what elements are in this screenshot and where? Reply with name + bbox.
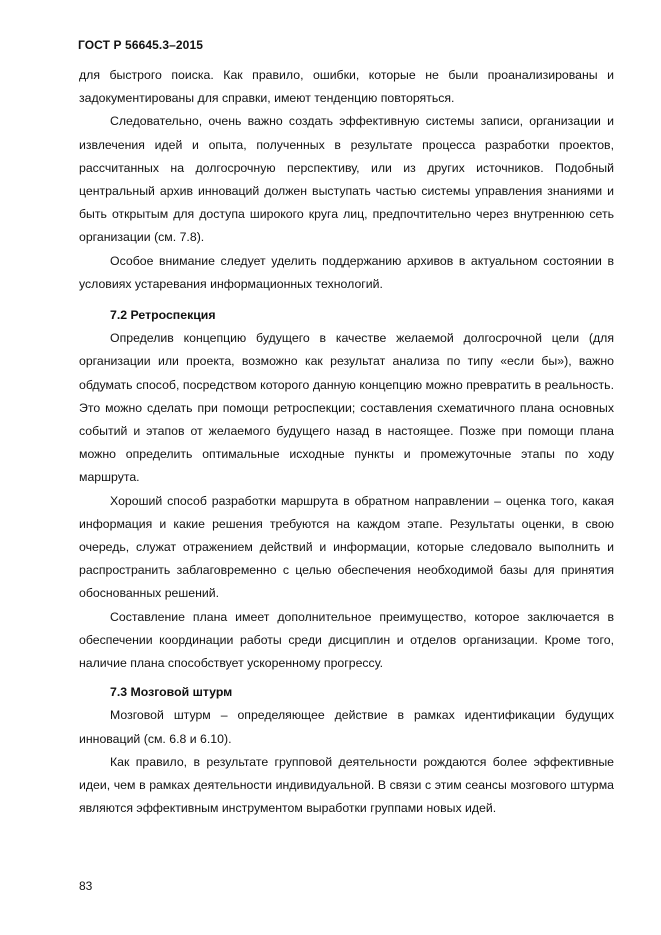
paragraph: Определив концепцию будущего в качестве желаемой долгосрочной цели (для организации или проекта, возможно как результат анализа по типу «если бы»), важно обдумать способ, посредством которого данную концепцию можно превратить в реальность. Это можно сделать при помощи ретроспекции; составления схематичного плана основных событий и этапов от желаемого будущего назад в настоящее. Позже при помощи плана можно определить оптимальные исходные пункты и промежуточные этапы по ходу маршрута. (79, 331, 614, 485)
section-heading-7-2: 7.2 Ретроспекция (110, 308, 216, 323)
paragraph: Особое внимание следует уделить поддержанию архивов в актуальном состоянии в условиях устаревания информационных технологий. (79, 253, 614, 291)
paragraph: Составление плана имеет дополнительное преимущество, которое заключается в обеспечении координации работы среди дисциплин и отделов организации. Кроме того, наличие плана способствует ускоренному прогрессу. (79, 609, 614, 671)
paragraph: Как правило, в результате групповой деятельности рождаются более эффективные идеи, чем в рамках деятельности индивидуальной. В связи с этим сеансы мозгового штурма являются эффективным инструментом выработки группами новых идей. (79, 754, 614, 816)
paragraph: для быстрого поиска. Как правило, ошибки, которые не были проанализированы и задокументированы для справки, имеют тенденцию повторяться. (79, 68, 614, 106)
paragraph: Мозговой штурм – определяющее действие в рамках идентификации будущих инноваций (см. 6.8 и 6.10). (79, 708, 614, 746)
document-header: ГОСТ Р 56645.3–2015 (78, 38, 203, 52)
paragraph: Хороший способ разработки маршрута в обратном направлении – оценка того, какая информация и какие решения требуются на каждом этапе. Результаты оценки, в свою очередь, служат отражением действий и информации, которые следовало выполнить и распространить заблаговременно с целью обеспечения необходимой базы для принятия обоснованных решений. (79, 493, 614, 601)
paragraph: Следовательно, очень важно создать эффективную системы записи, организации и извлечения идей и опыта, полученных в результате процесса разработки проектов, рассчитанных на долгосрочную перспективу, или из других источников. Подобный центральный архив инноваций должен выступать частью системы управления знаниями и быть открытым для доступа широкого круга лиц, предпочтительно через внутреннюю сеть организации (см. 7.8). (79, 114, 614, 245)
section-heading-7-3: 7.3 Мозговой штурм (110, 685, 233, 700)
document-body (79, 64, 614, 821)
page-number: 83 (79, 879, 93, 893)
